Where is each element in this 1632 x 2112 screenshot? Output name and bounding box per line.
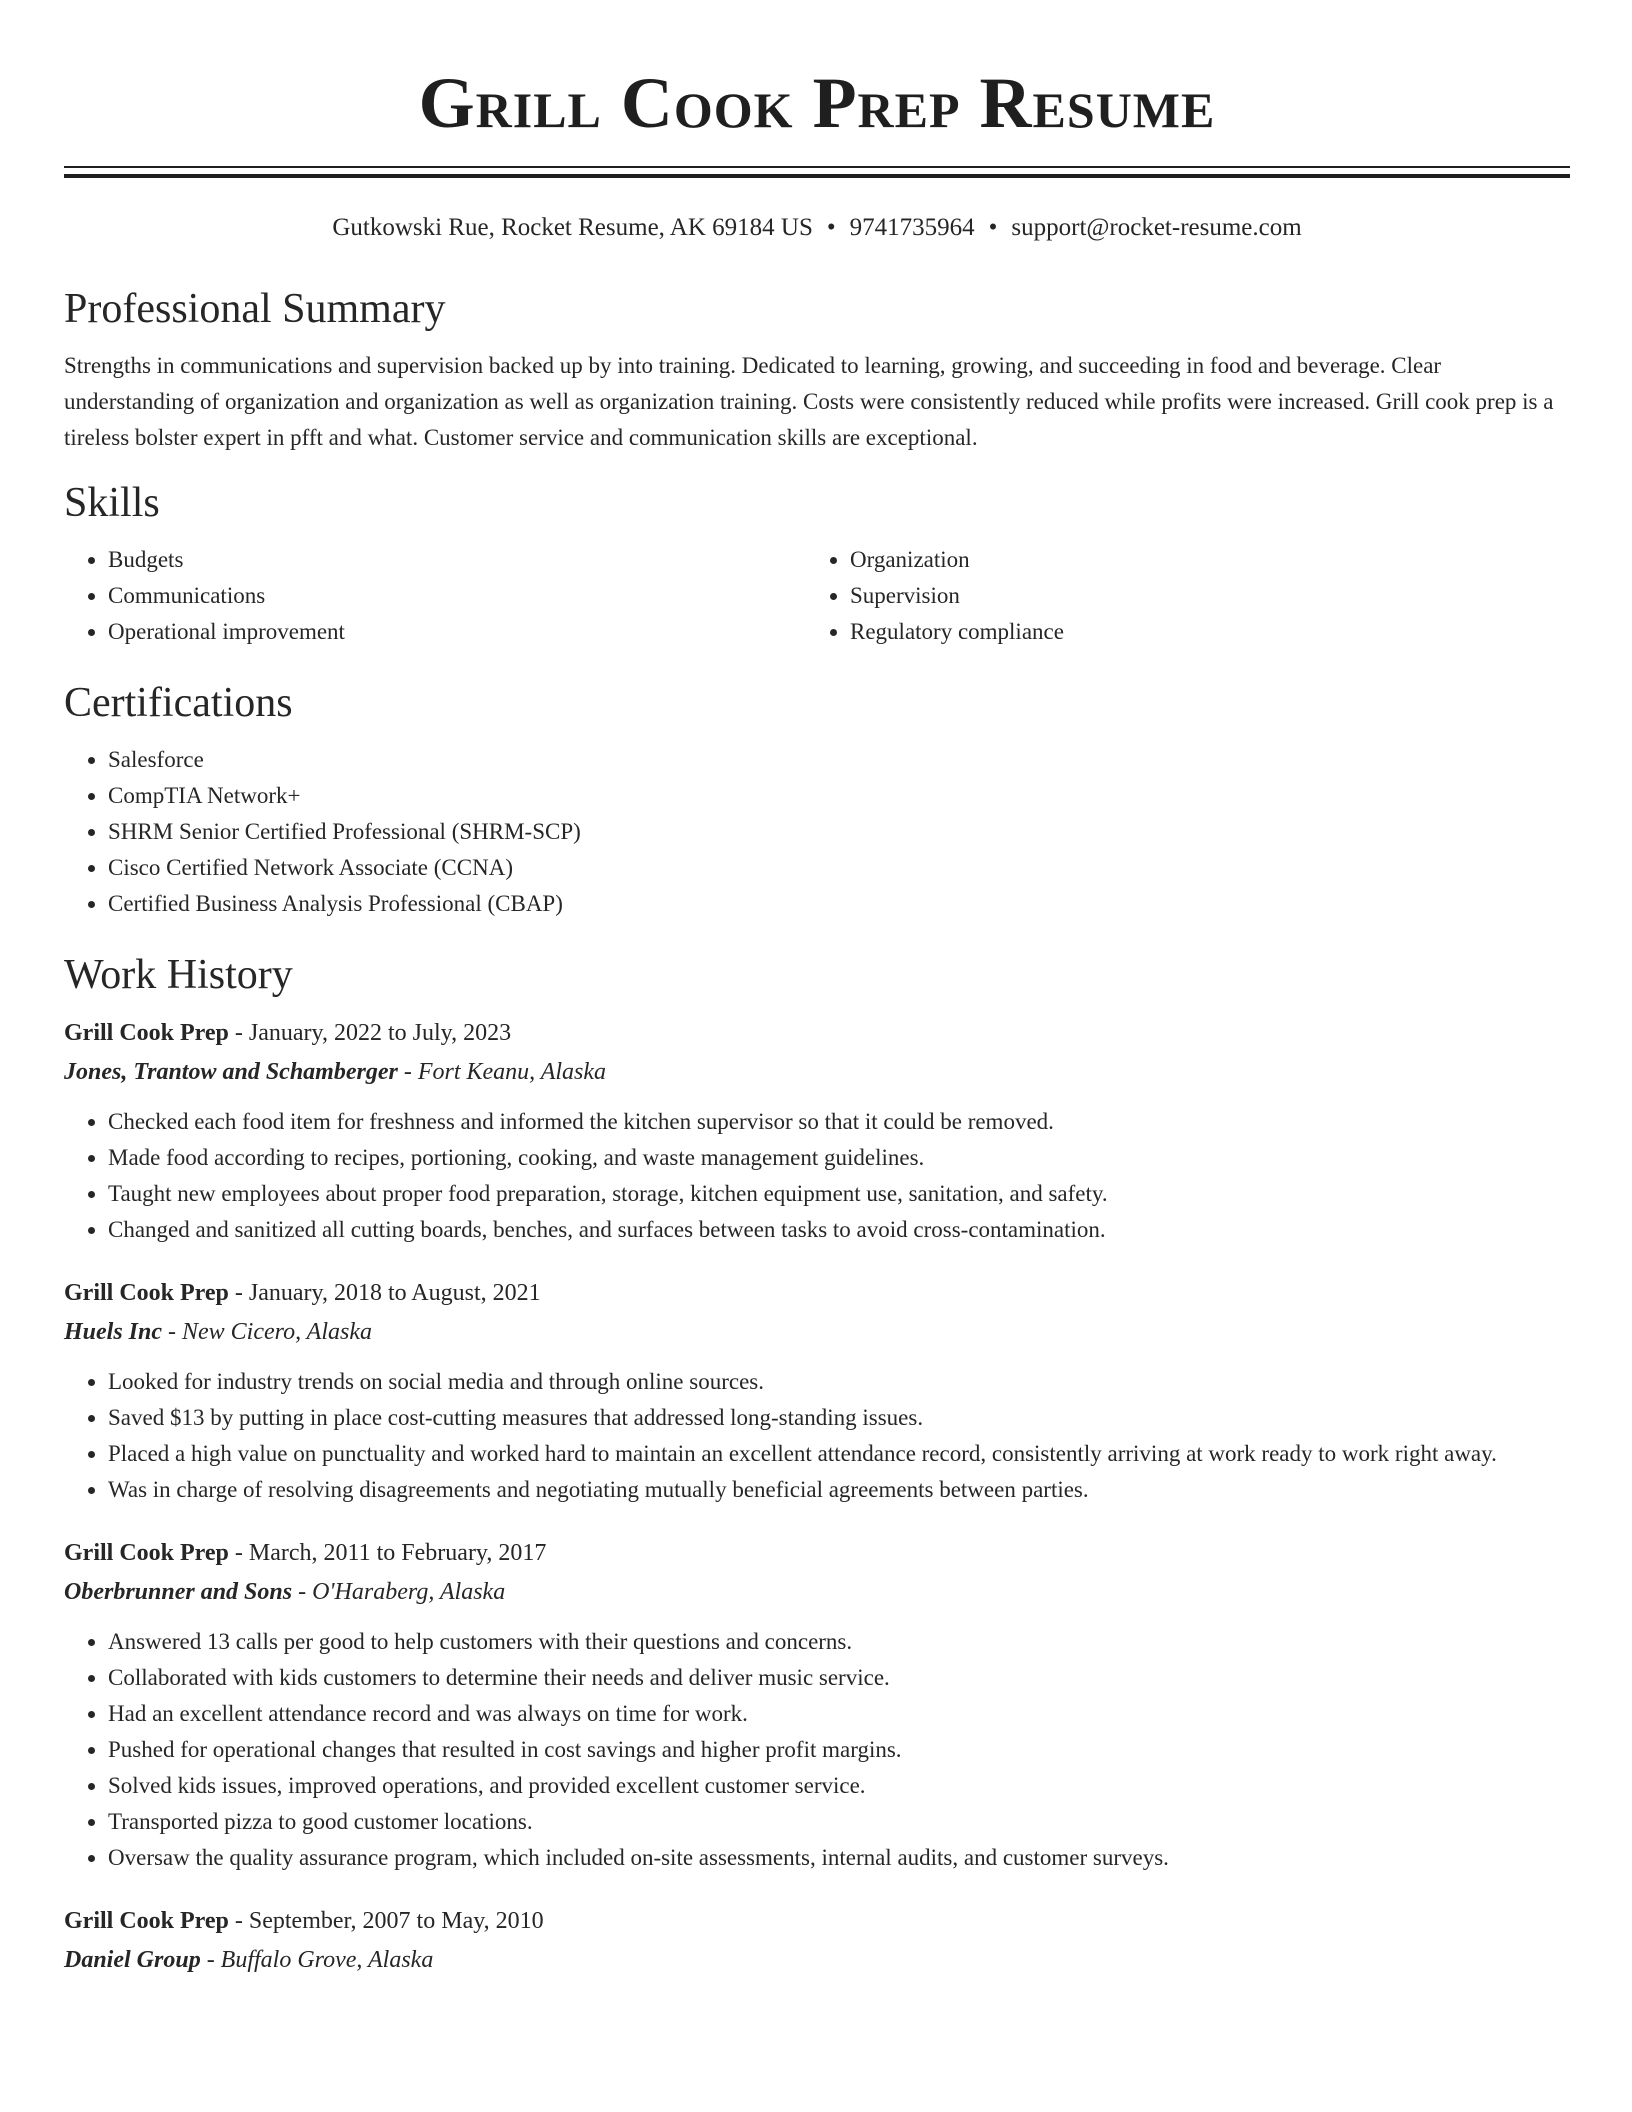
contact-email: support@rocket-resume.com <box>1011 214 1302 241</box>
job-bullet: • Changed and sanitized all cutting boards, benches, and surfaces between tasks to avoid cross-contamination. <box>108 1212 1570 1248</box>
job-entry <box>64 1534 1570 1876</box>
job-dates: - January, 2018 to August, 2021 <box>228 1280 541 1306</box>
certifications-section <box>64 678 1570 922</box>
skill-item: • Operational improvement <box>108 614 806 650</box>
job-bullet: • Checked each food item for freshness and informed the kitchen supervisor so that it could be removed. <box>108 1104 1570 1140</box>
resume-page <box>64 0 1570 1980</box>
job-location: - Buffalo Grove, Alaska <box>200 1947 434 1973</box>
job-bullet: • Taught new employees about proper food preparation, storage, kitchen equipment use, sanitation, and safety. <box>108 1176 1570 1212</box>
job-entry <box>64 1902 1570 1980</box>
job-bullet: • Pushed for operational changes that resulted in cost savings and higher profit margins. <box>108 1732 1570 1768</box>
certification-item: • Cisco Certified Network Associate (CCNA) <box>108 850 1570 886</box>
skills-grid <box>64 542 1570 650</box>
certifications-heading: Certifications <box>64 680 293 726</box>
job-role: Grill Cook Prep <box>64 1908 229 1934</box>
job-company: Jones, Trantow and Schamberger <box>64 1059 398 1085</box>
job-company: Oberbrunner and Sons <box>64 1579 293 1605</box>
job-role: Grill Cook Prep <box>64 1540 229 1566</box>
job-dates: - March, 2011 to February, 2017 <box>228 1540 547 1566</box>
title-rule-thin <box>64 166 1570 168</box>
resume-title: Grill Cook Prep Resume <box>418 63 1216 143</box>
job-location: - Fort Keanu, Alaska <box>397 1059 607 1085</box>
job-entry <box>64 1274 1570 1508</box>
job-bullet: • Placed a high value on punctuality and worked hard to maintain an excellent attendance record, consistently arriving at work ready to work right away. <box>108 1436 1570 1472</box>
skills-list-left <box>64 542 806 650</box>
job-company: Huels Inc <box>64 1319 163 1345</box>
job-bullet: • Looked for industry trends on social media and through online sources. <box>108 1364 1570 1400</box>
job-bullet: • Had an excellent attendance record and was always on time for work. <box>108 1696 1570 1732</box>
work-history-heading: Work History <box>64 952 293 998</box>
summary-text: Strengths in communications and supervision backed up by into training. Dedicated to learning, growing, and succeeding in food and beverage. Clear understanding of organization and organization as well as organization training. Costs were consistently reduced while profits were increased. Grill cook prep is a tireless bolster expert in pfft and what. Customer service and communication skills are exceptional. <box>64 353 1554 450</box>
skill-item: • Supervision <box>850 578 1548 614</box>
job-company-line <box>64 1053 1570 1092</box>
summary-heading: Professional Summary <box>64 286 446 332</box>
job-role: Grill Cook Prep <box>64 1280 229 1306</box>
skills-heading: Skills <box>64 480 160 526</box>
job-location: - O'Haraberg, Alaska <box>292 1579 506 1605</box>
job-bullet: • Saved $13 by putting in place cost-cutting measures that addressed long-standing issues. <box>108 1400 1570 1436</box>
job-role: Grill Cook Prep <box>64 1020 229 1046</box>
job-bullet: • Transported pizza to good customer locations. <box>108 1804 1570 1840</box>
contact-phone: 9741735964 <box>849 214 975 241</box>
job-location: - New Cicero, Alaska <box>162 1319 372 1345</box>
job-company: Daniel Group <box>64 1947 201 1973</box>
title-rule-thick <box>64 174 1570 178</box>
certification-item: • CompTIA Network+ <box>108 778 1570 814</box>
skill-item: • Regulatory compliance <box>850 614 1548 650</box>
job-title-line <box>64 1902 1570 1941</box>
job-dates: - January, 2022 to July, 2023 <box>228 1020 512 1046</box>
job-bullets <box>64 1104 1570 1248</box>
job-entry <box>64 1014 1570 1248</box>
job-bullet: • Solved kids issues, improved operations, and provided excellent customer service. <box>108 1768 1570 1804</box>
job-company-line <box>64 1573 1570 1612</box>
job-bullets <box>64 1364 1570 1508</box>
contact-address: Gutkowski Rue, Rocket Resume, AK 69184 US <box>332 214 813 241</box>
job-title-line <box>64 1534 1570 1573</box>
contact-separator: • <box>988 214 998 241</box>
job-bullet: • Collaborated with kids customers to determine their needs and deliver music service. <box>108 1660 1570 1696</box>
job-company-line <box>64 1313 1570 1352</box>
job-bullet: • Was in charge of resolving disagreements and negotiating mutually beneficial agreements between parties. <box>108 1472 1570 1508</box>
job-title-line <box>64 1274 1570 1313</box>
summary-section <box>64 284 1570 456</box>
certification-item: • SHRM Senior Certified Professional (SHRM-SCP) <box>108 814 1570 850</box>
skills-section <box>64 478 1570 650</box>
skill-item: • Communications <box>108 578 806 614</box>
skills-list-right <box>806 542 1548 650</box>
job-company-line <box>64 1941 1570 1980</box>
job-dates: - September, 2007 to May, 2010 <box>228 1908 544 1934</box>
skill-item: • Budgets <box>108 542 806 578</box>
skills-column-left <box>64 542 806 650</box>
certifications-list <box>64 742 1570 922</box>
work-history-section <box>64 950 1570 1980</box>
skill-item: • Organization <box>850 542 1548 578</box>
job-bullet: • Oversaw the quality assurance program, which included on-site assessments, internal audits, and customer surveys. <box>108 1840 1570 1876</box>
contact-separator: • <box>826 214 836 241</box>
skills-column-right <box>806 542 1548 650</box>
contact-line <box>64 212 1570 244</box>
certification-item: • Certified Business Analysis Professional (CBAP) <box>108 886 1570 922</box>
job-title-line <box>64 1014 1570 1053</box>
job-bullet: • Made food according to recipes, portioning, cooking, and waste management guidelines. <box>108 1140 1570 1176</box>
job-bullets <box>64 1624 1570 1876</box>
certification-item: • Salesforce <box>108 742 1570 778</box>
job-bullet: • Answered 13 calls per good to help customers with their questions and concerns. <box>108 1624 1570 1660</box>
